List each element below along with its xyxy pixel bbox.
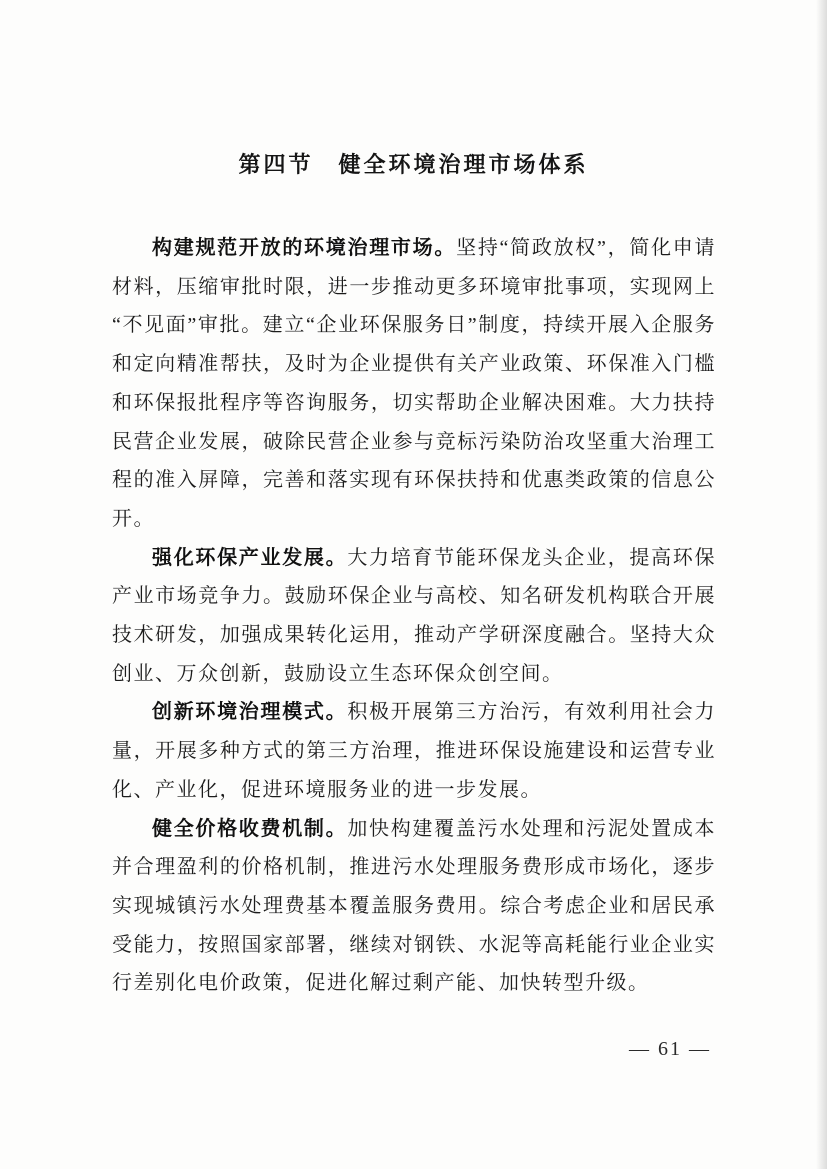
paragraph-lead: 构建规范开放的环境治理市场。: [152, 237, 457, 259]
page-title: 第四节 健全环境治理市场体系: [238, 152, 589, 177]
paragraph: [112, 810, 716, 1004]
paragraph: [112, 539, 716, 694]
paragraph: [112, 693, 716, 809]
paragraph-text: 坚持“简政放权”，简化申请材料，压缩审批时限，进一步推动更多环境审批事项，实现网上“不见面”审批。建立“企业环保服务日”制度，持续开展入企服务和定向精准帮扶，及时为企业提供有关产业政策、环保准入门槛和环保报批程序等咨询服务，切实帮助企业解决困难。大力扶持民营企业发展，破除民营企业参与竞标污染防治攻坚重大治理工程的准入屏障，完善和落实现有环保扶持和优惠类政策的信息公开。: [112, 237, 716, 530]
paragraph-lead: 创新环境治理模式。: [152, 701, 348, 724]
page-number: — 61 —: [629, 1038, 711, 1060]
paragraph-lead: 健全价格收费机制。: [152, 817, 348, 840]
paragraph-lead: 强化环保产业发展。: [152, 546, 348, 569]
paragraph: [112, 229, 716, 539]
document-body: [112, 229, 716, 1003]
paragraph-text: 积极开展第三方治污，有效利用社会力量，开展多种方式的第三方治理，推进环保设施建设和运营专业化、产业化，促进环境服务业的进一步发展。: [112, 701, 717, 801]
paragraph-text: 大力培育节能环保龙头企业，提高环保产业市场竞争力。鼓励环保企业与高校、知名研发机构联合开展技术研发，加强成果转化运用，推动产学研深度融合。坚持大众创业、万众创新，鼓励设立生态环保众创空间。: [112, 546, 717, 685]
paragraph-text: 加快构建覆盖污水处理和污泥处置成本并合理盈利的价格机制，推进污水处理服务费形成市场化，逐步实现城镇污水处理费基本覆盖服务费用。综合考虑企业和居民承受能力，按照国家部署，继续对钢铁、水泥等高耗能行业企业实行差别化电价政策，促进化解过剩产能、加快转型升级。: [112, 817, 717, 995]
